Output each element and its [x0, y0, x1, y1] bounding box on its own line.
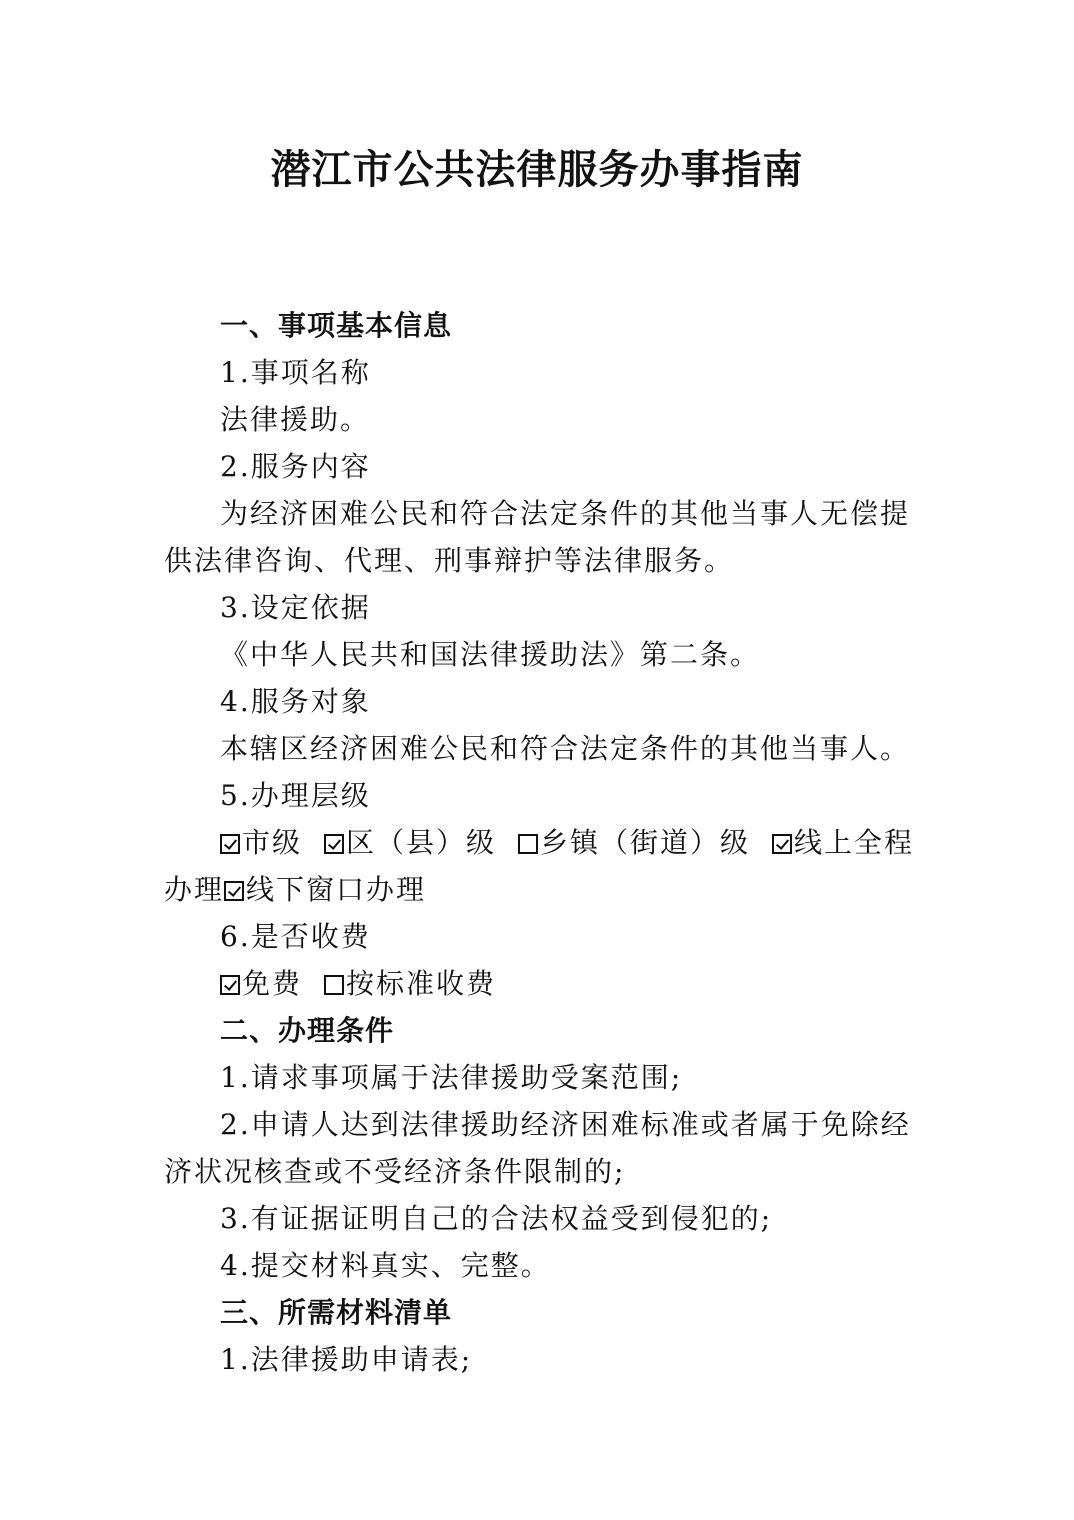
section-heading-materials: 三、所需材料清单 [220, 1296, 453, 1329]
document-title: 潜江市公共法律服务办事指南 [270, 146, 804, 193]
fee-option-standard: 按标准收费 [324, 967, 496, 1000]
checked-box-icon [220, 834, 240, 854]
level-options-line2 [164, 870, 924, 910]
item-value-content-line1: 为经济困难公民和符合法定条件的其他当事人无偿提 [220, 497, 911, 530]
item-value-basis: 《中华人民共和国法律援助法》第二条。 [220, 638, 761, 671]
condition-4: 4.提交材料真实、完整。 [220, 1249, 551, 1282]
checked-box-icon [324, 834, 344, 854]
level-option-town: 乡镇（街道）级 [518, 826, 750, 859]
checked-box-icon [224, 881, 244, 901]
item-value-content-line2: 供法律咨询、代理、刑事辩护等法律服务。 [164, 544, 735, 577]
item-label-content: 2.服务内容 [220, 450, 371, 483]
unchecked-box-icon [324, 975, 344, 995]
material-1: 1.法律援助申请表; [220, 1343, 473, 1376]
section-heading-basic-info: 一、事项基本信息 [220, 309, 453, 342]
condition-2-line1: 2.申请人达到法律援助经济困难标准或者属于免除经 [220, 1108, 911, 1141]
item-label-basis: 3.设定依据 [220, 591, 371, 624]
unchecked-box-icon [518, 834, 538, 854]
condition-1: 1.请求事项属于法律援助受案范围; [220, 1061, 683, 1094]
checked-box-icon [772, 834, 792, 854]
item-value-name: 法律援助。 [220, 403, 371, 436]
condition-2-line2: 济状况核查或不受经济条件限制的; [164, 1155, 626, 1188]
item-label-fee: 6.是否收费 [220, 920, 371, 953]
checked-box-icon [220, 975, 240, 995]
item-value-target: 本辖区经济困难公民和符合法定条件的其他当事人。 [220, 732, 911, 765]
level-option-city: 市级 [220, 826, 302, 859]
level-option-district: 区（县）级 [324, 826, 496, 859]
level-option-online-suffix: 办理 [164, 873, 225, 906]
section-heading-conditions: 二、办理条件 [220, 1014, 395, 1047]
condition-3: 3.有证据证明自己的合法权益受到侵犯的; [220, 1202, 773, 1235]
level-option-online: 线上全程 [772, 826, 914, 859]
item-label-target: 4.服务对象 [220, 685, 371, 718]
item-label-level: 5.办理层级 [220, 779, 371, 812]
fee-option-free: 免费 [220, 967, 302, 1000]
fee-options [164, 964, 980, 1004]
level-options-line1 [164, 823, 980, 863]
level-option-offline: 线下窗口办理 [224, 873, 426, 906]
item-label-name: 1.事项名称 [220, 356, 371, 389]
